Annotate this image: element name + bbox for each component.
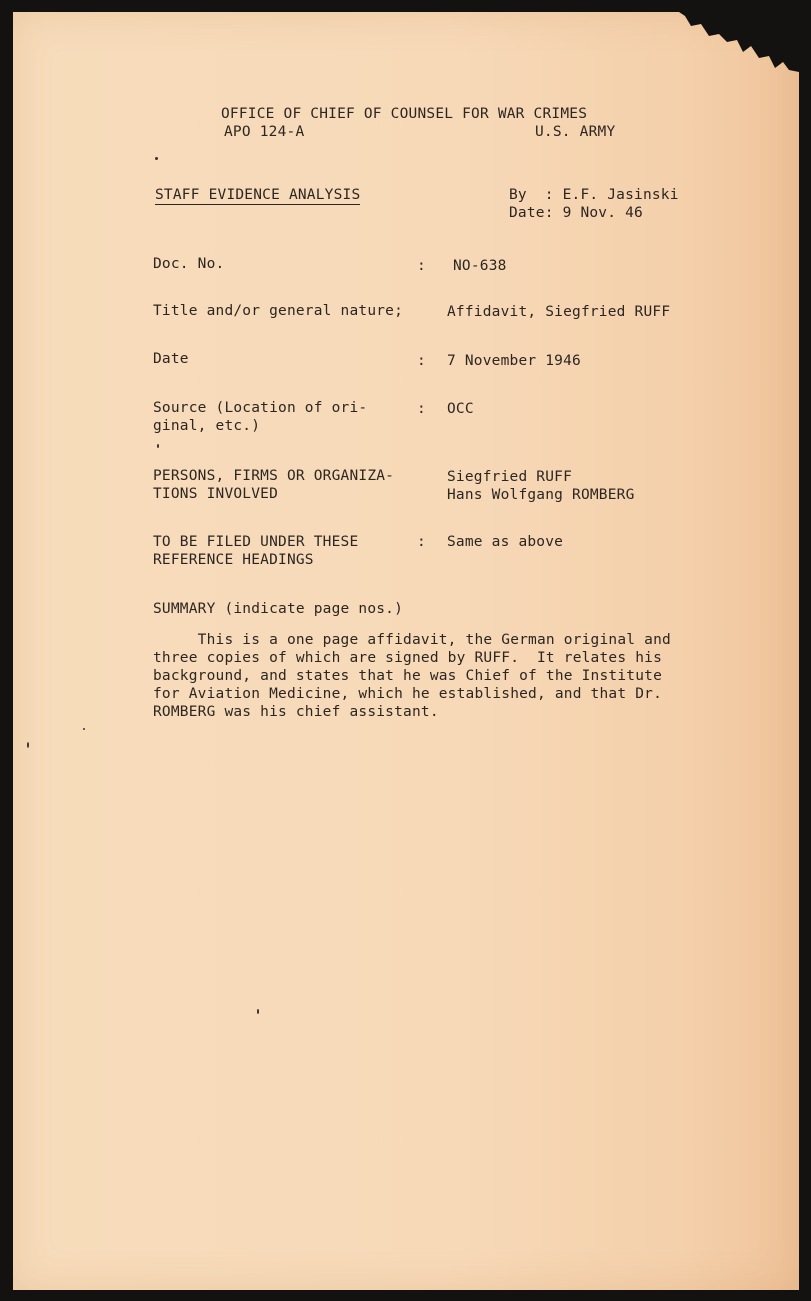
ink-speck [257,1009,259,1014]
source-label-line-1: Source (Location of ori- [153,400,368,416]
source-label-line-2: ginal, etc.) [153,418,261,434]
filed-label-line-2: REFERENCE HEADINGS [153,552,314,568]
analysis-title-text: STAFF EVIDENCE ANALYSIS [155,187,361,203]
apo-number: APO 124-A [224,124,305,140]
filed-colon: : [417,534,426,550]
source-value: OCC [447,401,474,417]
doc-no-colon: : [417,258,426,274]
ink-speck [157,444,159,448]
summary-line-3: background, and states that he was Chief of the Institute [153,668,662,684]
analysis-title [155,187,360,203]
analysis-date: Date: 9 Nov. 46 [509,205,643,221]
persons-label-line-1: PERSONS, FIRMS OR ORGANIZA- [153,468,395,484]
persons-value-line-1: Siegfried RUFF [447,469,573,485]
filed-label-line-1: TO BE FILED UNDER THESE [153,534,359,550]
date-colon: : [417,353,426,369]
title-value: Affidavit, Siegfried RUFF [447,304,671,320]
summary-line-5: ROMBERG was his chief assistant. [153,704,439,720]
source-colon: : [417,401,426,417]
title-label: Title and/or general nature; [153,303,404,319]
army-label: U.S. ARMY [535,124,616,140]
document-page [13,12,799,1290]
summary-line-2: three copies of which are signed by RUFF. It relates his [153,650,662,666]
analyst-byline: By : E.F. Jasinski [509,187,679,203]
summary-heading: SUMMARY (indicate page nos.) [153,601,404,617]
doc-no-value: NO-638 [453,258,507,274]
ink-speck [83,728,85,730]
date-label: Date [153,351,189,367]
summary-line-1: This is a one page affidavit, the German original and [153,632,671,648]
persons-label-line-2: TIONS INVOLVED [153,486,279,502]
persons-value-line-2: Hans Wolfgang ROMBERG [447,487,635,503]
summary-line-4: for Aviation Medicine, which he established, and that Dr. [153,686,662,702]
filed-value: Same as above [447,534,564,550]
ink-speck [27,742,29,748]
doc-no-label: Doc. No. [153,256,225,272]
torn-corner [679,12,799,72]
office-heading: OFFICE OF CHIEF OF COUNSEL FOR WAR CRIMES [221,106,588,122]
date-value: 7 November 1946 [447,353,581,369]
ink-speck [155,157,158,160]
